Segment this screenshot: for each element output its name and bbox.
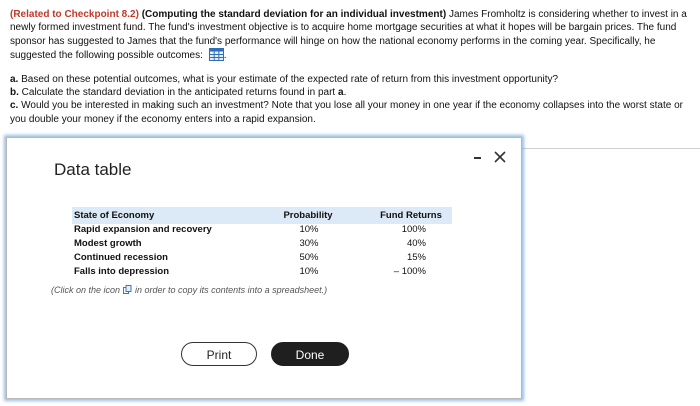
part-a [10,73,694,86]
print-button[interactable]: Print [181,342,257,366]
close-icon[interactable] [493,150,507,164]
hint-after: in order to copy its contents into a spreadsheet.) [135,285,328,295]
state-cell: Rapid expansion and recovery [74,224,212,235]
table-icon[interactable] [209,48,224,61]
part-b-label: b. [10,87,19,99]
after-icon-period: . [223,50,227,62]
copy-icon[interactable] [123,285,132,294]
copy-hint [51,285,327,295]
minimize-icon[interactable] [474,157,481,159]
problem-title: (Computing the standard deviation for an individual investment) [141,9,447,20]
problem-text: James Fromholtz is considering whether to invest in a newly formed investment fund. The fund's investment objective is to acquire home mortgage securities at what it hopes will be bargain prices. The fund sponsor has suggested to James that the fund's performance will hinge on how the national economy performs in the coming year. Specifically, he suggested the following possible outcomes: [10,9,687,62]
returns-cell: 100% [401,224,426,235]
window-controls [474,150,514,164]
part-c [10,99,694,126]
table-row [72,238,452,252]
problem-statement [10,8,694,126]
header-probability: Probability [283,210,333,221]
state-cell: Modest growth [74,238,142,249]
part-b-ref: a [338,87,344,99]
part-c-text: Would you be interested in making such an investment? Note that you lose all your money in one year if the economy collapses into the worst state or you double your money if the economy enters into a rapid expansion. [10,100,683,125]
outcomes-table [72,207,452,280]
hint-before: (Click on the icon [51,285,121,295]
probability-cell: 50% [299,252,319,263]
part-c-label: c. [10,100,19,112]
state-cell: Continued recession [74,252,168,263]
done-button[interactable]: Done [271,342,349,366]
probability-cell: 10% [299,266,319,277]
checkpoint-ref: (Related to Checkpoint 8.2) [10,9,139,20]
probability-cell: 10% [299,224,319,235]
table-row [72,252,452,266]
part-a-label: a. [10,73,19,85]
header-state: State of Economy [74,210,155,221]
returns-cell: – 100% [393,266,426,277]
part-b [10,86,694,99]
divider [522,148,700,149]
problem-intro [10,8,694,63]
dialog-title: Data table [54,160,132,179]
header-returns: Fund Returns [380,210,442,221]
probability-cell: 30% [299,238,319,249]
table-row [72,224,452,238]
table-header-row [72,207,452,224]
state-cell: Falls into depression [74,266,170,277]
part-a-text: Based on these potential outcomes, what is your estimate of the expected rate of return from this investment opportunity? [21,73,559,85]
returns-cell: 15% [406,252,426,263]
part-b-end: . [343,87,347,99]
part-b-text: Calculate the standard deviation in the anticipated returns found in part [21,87,336,99]
table-row [72,266,452,280]
returns-cell: 40% [406,238,426,249]
